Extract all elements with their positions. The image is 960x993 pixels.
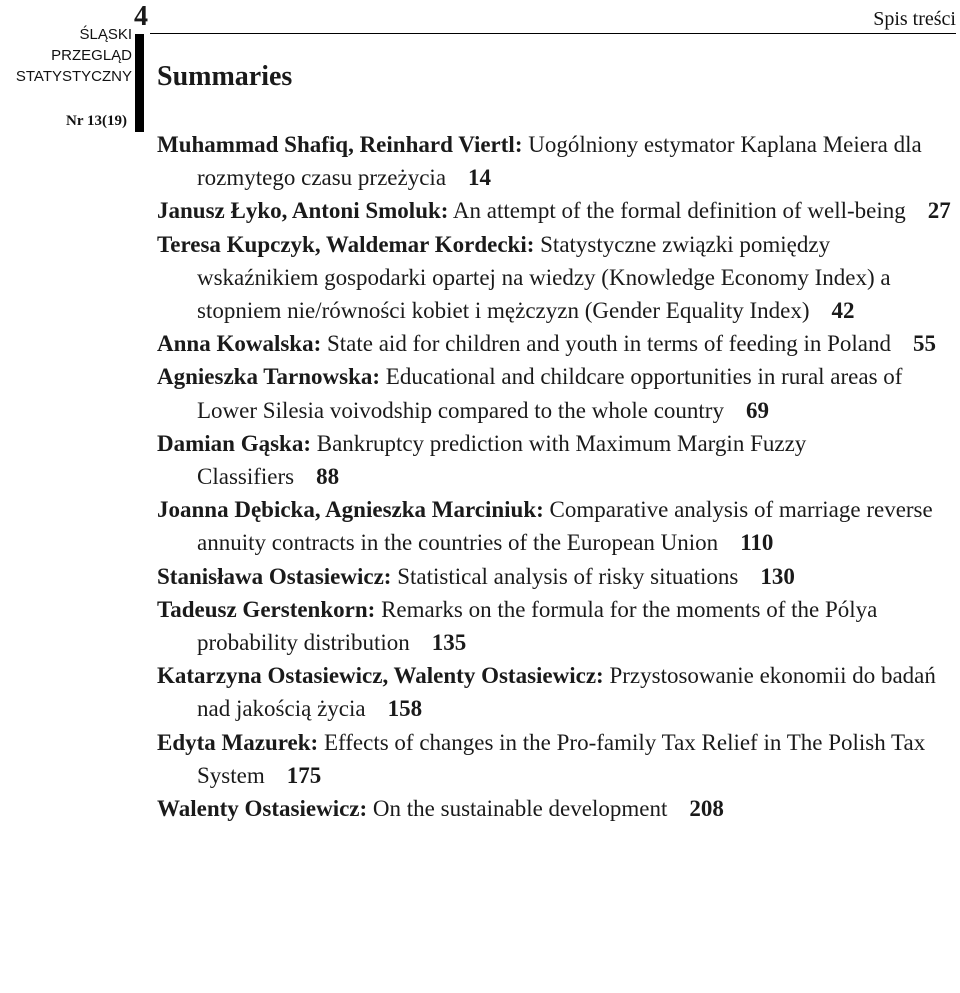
entry-title: State aid for children and youth in terms of feeding in Poland [326, 331, 891, 357]
entry-title: Przystosowanie ekonomii do badań nad jakością życia [197, 663, 936, 722]
entry-page: 175 [286, 762, 322, 788]
contents-entry [157, 726, 952, 792]
entry-authors: Stanisława Ostasiewicz: [157, 563, 392, 589]
entry-authors: Walenty Ostasiewicz: [157, 796, 368, 822]
entry-page: 208 [689, 796, 724, 822]
entry-title: Comparative analysis of marriage reverse annuity contracts in the countries of the European Union [197, 497, 933, 556]
page-number: 4 [132, 0, 162, 34]
contents-entry [157, 659, 952, 725]
entry-authors: Agnieszka Tarnowska: [157, 364, 381, 390]
entry-authors: Katarzyna Ostasiewicz, Walenty Ostasiewicz: [157, 663, 604, 689]
entry-page: 42 [831, 298, 855, 324]
entry-title: Statistical analysis of risky situations [397, 563, 739, 589]
running-head: Spis treści [873, 8, 956, 30]
entry-title: On the sustainable development [372, 796, 668, 822]
entry-authors: Edyta Mazurek: [157, 729, 319, 755]
contents-list [157, 128, 952, 825]
entry-authors: Teresa Kupczyk, Waldemar Kordecki: [157, 231, 535, 257]
contents-entry [157, 560, 952, 593]
entry-authors: Tadeusz Gerstenkorn: [157, 596, 376, 622]
contents-entry [157, 427, 952, 493]
entry-title: Educational and childcare opportunities in rural areas of Lower Silesia voivodship compared to the whole country [197, 364, 903, 423]
entry-page: 27 [927, 198, 951, 224]
entry-authors: Anna Kowalska: [157, 331, 322, 357]
contents-entry [157, 128, 952, 194]
journal-name [0, 24, 132, 87]
contents-entry [157, 792, 952, 825]
entry-title: Uogólniony estymator Kaplana Meiera dla rozmytego czasu przeżycia [197, 132, 922, 191]
entry-page: 135 [431, 630, 467, 656]
entry-title: An attempt of the formal definition of well-being [452, 198, 906, 224]
entry-page: 14 [468, 165, 492, 191]
page-title: Summaries [157, 61, 293, 92]
entry-page: 88 [316, 464, 340, 490]
entry-title: Bankruptcy prediction with Maximum Margin Fuzzy Classifiers [197, 430, 807, 490]
contents-entry [157, 593, 952, 659]
issue-number: Nr 13(19) [66, 113, 127, 129]
contents-entry [157, 228, 952, 328]
entry-authors: Janusz Łyko, Antoni Smoluk: [157, 198, 449, 224]
entry-authors: Damian Gąska: [157, 430, 311, 456]
entry-title: Effects of changes in the Pro-family Tax Relief in The Polish Tax System [197, 729, 926, 788]
journal-name-line-1: ŚLĄSKI [79, 26, 132, 43]
entry-page: 158 [387, 696, 423, 722]
header-rule [150, 33, 956, 34]
entry-page: 130 [760, 563, 795, 589]
entry-page: 110 [740, 530, 774, 556]
journal-name-line-3: STATYSTYCZNY [15, 68, 132, 85]
contents-entry [157, 194, 952, 227]
journal-name-line-2: PRZEGLĄD [51, 47, 132, 64]
entry-title: Remarks on the formula for the moments of the Pólya probability distribution [197, 596, 878, 656]
contents-entry [157, 327, 952, 360]
entry-page: 69 [745, 397, 769, 423]
entry-authors: Joanna Dębicka, Agnieszka Marciniuk: [157, 497, 544, 523]
contents-entry [157, 360, 952, 426]
entry-title: Statystyczne związki pomiędzy wskaźnikiem gospodarki opartej na wiedzy (Knowledge Economy Index) a stopniem nie/równości kobiet i mężczyzn (Gender Equality Index) [197, 231, 891, 324]
contents-entry [157, 493, 952, 559]
entry-authors: Muhammad Shafiq, Reinhard Viertl: [157, 132, 523, 157]
entry-page: 55 [913, 331, 936, 357]
